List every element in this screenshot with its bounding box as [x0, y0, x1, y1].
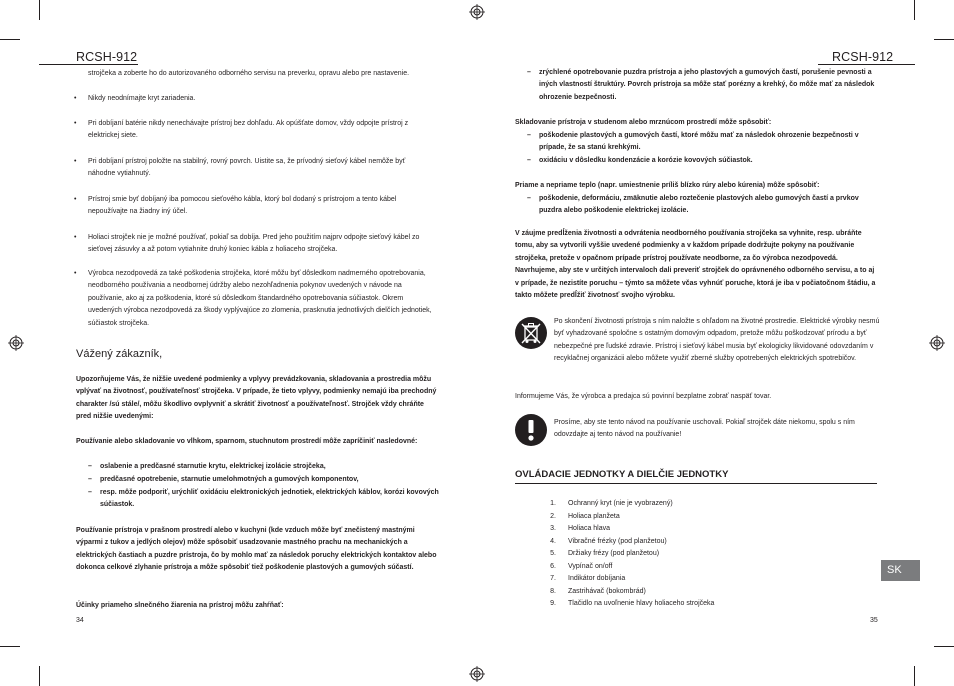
dash-item — [527, 130, 879, 155]
bullet-dot: • — [74, 196, 77, 203]
keep-manual-paragraph: Prosíme, aby ste tento návod na používanie uschovali. Pokiaľ strojček dáte niekomu, spolu s ním odovzdajte aj tento návod na používanie! — [554, 419, 855, 439]
left-page-header: RCSH-912 — [76, 50, 138, 64]
bullet-item — [74, 268, 436, 330]
list-label: Holiaca hlava — [568, 525, 611, 532]
humidity-heading: Používanie alebo skladovanie vo vlhkom, sparnom, stuchnutom prostredí môže zapríčiniť nasledovné: — [76, 438, 418, 445]
dash-mark: – — [527, 157, 531, 164]
bullet-text: Prístroj smie byť dobíjaný iba pomocou sieťového kábla, ktorý bol dodaný s prístrojom a tento kábel nepoužívajte na žiadny iný účel. — [88, 196, 397, 216]
list-label: Držiaky frézy (pod planžetou) — [568, 550, 660, 557]
bullet-text: Pri dobíjaní batérie nikdy nenechávajte prístroj bez dohľadu. Ak opúšťate domov, vždy odpojte prístroj z elektrickej siete. — [88, 120, 409, 140]
list-label: Holiaca planžeta — [568, 513, 620, 520]
bullet-text: Výrobca nezodpovedá za také poškodenia strojčeka, ktoré môžu byť dôsledkom nadmerného opotrebovania, neodborného používania a neodbornej údržby alebo nezohľadnenia pokynov uvedených v návode na používanie, ako aj za poškodenia, ktoré sú dôsledkom štandardného opotrebovania súčiastok. Okrem uvedených výrobca nezodpovedá za škody vyplývajúce zo zlomenia, prasknutia jednotlivých dielčích jednotiek, súčiastok strojčeka. — [88, 270, 432, 327]
sun-heading: Účinky priameho slnečného žiarenia na prístroj môžu zahŕňať: — [76, 602, 284, 609]
crop-mark — [39, 666, 40, 686]
list-number: 6. — [550, 563, 556, 570]
bullet-dot: • — [74, 158, 77, 165]
list-number: 4. — [550, 538, 556, 545]
dash-item — [88, 474, 440, 486]
left-header-rule — [39, 64, 138, 65]
crossed-out-wheeled-bin-icon — [515, 317, 547, 349]
crop-mark — [914, 0, 915, 20]
list-number: 3. — [550, 525, 556, 532]
bullet-text: Holiaci strojček nie je možné používať, pokiaľ sa dobíja. Pred jeho použitím najprv odpojte sieťový kábel zo sieťovej zásuvky a až potom vytiahnite druhý koniec kábla z holiaceho strojčeka. — [88, 234, 420, 254]
dash-mark: – — [527, 69, 531, 76]
list-label: Vibračné frézky (pod planžetou) — [568, 538, 667, 545]
language-tab: SK — [881, 560, 920, 581]
bullet-item — [74, 232, 428, 257]
list-number: 2. — [550, 513, 556, 520]
right-page-header: RCSH-912 — [832, 50, 894, 64]
registration-mark-icon — [469, 4, 485, 20]
dash-text: oxidáciu v dôsledku kondenzácie a korózie kovových súčiastok. — [539, 157, 753, 164]
dash-mark: – — [88, 463, 92, 470]
dash-mark: – — [527, 132, 531, 139]
dash-item — [88, 461, 440, 473]
dash-text: resp. môže podporiť, urýchliť oxidáciu elektronických jednotiek, elektrických káblov, korózi kovových súčiastok. — [100, 489, 439, 509]
bullet-text: Pri dobíjaní prístroj položte na stabilný, rovný povrch. Uistite sa, že prívodný sieťový kábel nemôže byť náhodne vytiahnutý. — [88, 158, 406, 178]
page-number-left: 34 — [76, 617, 84, 624]
dash-text: predčasné opotrebenie, starnutie umelohmotných a gumových komponentov, — [100, 476, 359, 483]
list-number: 1. — [550, 500, 556, 507]
dash-text: poškodenie plastových a gumových častí, ktoré môžu mať za následok ohrozenie bezpečnosti v prípade, že sa stanú krehkými. — [539, 132, 859, 152]
dash-mark: – — [88, 489, 92, 496]
bullet-item — [74, 118, 428, 143]
right-header-rule — [818, 64, 915, 65]
cold-heading: Skladovanie prístroja v studenom alebo mrznúcom prostredí môže spôsobiť: — [515, 119, 772, 126]
list-label: Tlačidlo na uvoľnenie hlavy holiaceho strojčeka — [568, 600, 715, 607]
bullet-dot: • — [74, 120, 77, 127]
bullet-text: Nikdy neodnímajte kryt zariadenia. — [88, 95, 196, 102]
intro-tail-text: strojčeka a zoberte ho do autorizovaného odborného servisu na preverku, opravu alebo pre nastavenie. — [88, 70, 410, 77]
recycle-paragraph: Po skončení životnosti prístroja s ním naložte s ohľadom na životné prostredie. Elektrické výrobky nesmú byť vyhadzované spoločne s ostatným domovým odpadom, pretože môžu poškodzovať prírodu a byť nebezpečné pre ľudské zdravie. Prístroj i sieťový kábel musia byť ekologicky likvidované odovzdaním v recyklačnej organizácii alebo môžete využiť zberné služby opotrebených elektrických spotrebičov. — [554, 318, 880, 363]
info-paragraph: Informujeme Vás, že výrobca a predajca sú povinní bezplatne zobrať naspäť tovar. — [515, 393, 772, 400]
list-label: Indikátor dobíjania — [568, 575, 626, 582]
bullet-item — [74, 156, 428, 181]
page-number-right: 35 — [870, 617, 878, 624]
section-title: OVLÁDACIE JEDNOTKY A DIELČIE JEDNOTKY — [515, 469, 877, 484]
heat-heading: Priame a nepriame teplo (napr. umiestnenie príliš blízko rúry alebo kúrenia) môže spôsobiť: — [515, 182, 820, 189]
dash-item — [527, 67, 879, 104]
list-label: Ochranný kryt (nie je vyobrazený) — [568, 500, 673, 507]
crop-mark — [934, 646, 954, 647]
dash-item — [527, 155, 879, 167]
registration-mark-icon — [8, 335, 24, 351]
dust-paragraph: Používanie prístroja v prašnom prostredí alebo v kuchyni (kde vzduch môže byť znečistený mastnými výparmi z tukov a jedlých olejov) môže spôsobiť usadzovanie mastného prachu na mechanických a elektrických častiach a puzdre prístroja, čo by mohlo mať za následok poruchy elektrických kontaktov alebo dokonca celkové zlyhanie prístroja a môže spôsobiť tiež poškodenie plastových a gumových súčastí. — [76, 527, 437, 572]
list-number: 8. — [550, 588, 556, 595]
list-number: 7. — [550, 575, 556, 582]
bullet-dot: • — [74, 95, 77, 102]
warning-paragraph: Upozorňujeme Vás, že nižšie uvedené podmienky a vplyvy prevádzkovania, skladovania a prostredia môžu vplývať na životnosť, používateľnosť strojčeka. V prípade, že tieto vplyvy, podmienky nemajú iba prechodný charakter /sú stále/, môžu škodlivo ovplyvniť a skrátiť životnosť a používateľnosť. Strojček vždy chráňte pred nižšie uvedenými: — [76, 376, 437, 421]
greeting-heading: Vážený zákazník, — [76, 348, 163, 360]
crop-mark — [934, 39, 954, 40]
bullet-dot: • — [74, 270, 77, 277]
dash-item — [88, 487, 440, 512]
list-number: 5. — [550, 550, 556, 557]
list-label: Zastrihávač (bokombrád) — [568, 588, 646, 595]
dash-item — [527, 193, 879, 218]
registration-mark-icon — [929, 335, 945, 351]
list-number: 9. — [550, 600, 556, 607]
dash-text: oslabenie a predčasné starnutie krytu, elektrickej izolácie strojčeka, — [100, 463, 326, 470]
crop-mark — [0, 646, 20, 647]
dash-text: zrýchlené opotrebovanie puzdra prístroja a jeho plastových a gumových častí, porušenie pevnosti a iných vlastností štruktúry. Povrch prístroja sa môže stať porézny a krehký, čo môže mať za následok ohrozenie bezpečnosti. — [539, 69, 875, 101]
bullet-item — [74, 93, 428, 105]
list-label: Vypínač on/off — [568, 563, 613, 570]
dash-text: poškodenie, deformáciu, zmäknutie alebo roztečenie plastových alebo gumových častí a prvkov puzdra alebo poškodenie elektrickej izolácie. — [539, 195, 859, 215]
registration-mark-icon — [469, 666, 485, 682]
lifetime-paragraph: V záujme predĺženia životnosti a odvrátenia neodborného používania strojčeka sa vyhnite, resp. ubráňte tomu, aby sa vytvorili vyššie uvedené podmienky a v každom prípade dodržujte pokyny na používanie strojčeka, pretože v opačnom prípade prístroj používate neodborne, za čo výrobca nezodpovedá. Navrhujeme, aby ste v určitých intervaloch dali preveriť strojček do oprávneného odborného servisu, a to aj v prípade, že nezistíte poruchu – týmto sa môžete včas vyhnúť poruche, ktorá je iba v počiatočnom štádiu, a takto môžete predĺžiť životnosť svojho výrobku. — [515, 230, 876, 300]
bullet-item — [74, 194, 428, 219]
crop-mark — [39, 0, 40, 20]
crop-mark — [914, 666, 915, 686]
dash-mark: – — [88, 476, 92, 483]
bullet-dot: • — [74, 234, 77, 241]
exclamation-icon — [515, 414, 547, 446]
dash-mark: – — [527, 195, 531, 202]
crop-mark — [0, 39, 20, 40]
